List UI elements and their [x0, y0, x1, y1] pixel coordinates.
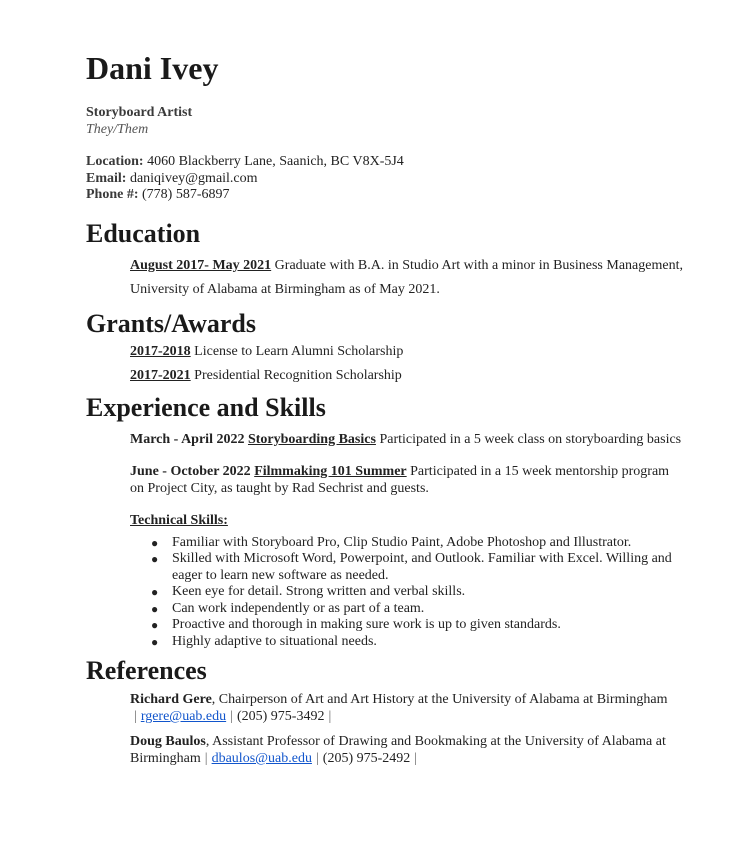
skill-item: ● Highly adaptive to situational needs. [151, 633, 377, 649]
skill-item: ● Familiar with Storyboard Pro, Clip Studio Paint, Adobe Photoshop and Illustrator. [151, 534, 632, 550]
pronouns: They/Them [86, 122, 149, 137]
experience-item: March - April 2022 Storyboarding Basics Participated in a 5 week class on storyboarding basics [130, 431, 682, 447]
contact-block [86, 154, 686, 204]
job-title: Storyboard Artist [86, 105, 193, 120]
education-entry [130, 254, 686, 302]
name-heading: Dani Ivey [86, 50, 219, 86]
grants-heading: Grants/Awards [86, 308, 256, 338]
grant-item: 2017-2018 License to Learn Alumni Scholarship [130, 343, 404, 359]
skill-item: ● Proactive and thorough in making sure work is up to given standards. [151, 617, 561, 632]
contact-phone: Phone #: (778) 587-6897 [86, 187, 230, 202]
references-list [130, 691, 686, 767]
education-text: Graduate with B.A. in Studio Art with a minor in Business Management, University of Alabama at Birmingham as of May 2021. [130, 257, 683, 297]
reference-item: Doug Baulos, Assistant Professor of Drawing and Bookmaking at the University of Alabama at Birmingham | dbaulos@uab.edu | (205) 975-2492 | [130, 734, 666, 766]
education-heading: Education [86, 218, 201, 248]
reference-email-link[interactable]: dbaulos@uab.edu [211, 751, 312, 766]
technical-skills-heading: Technical Skills: [130, 513, 228, 528]
grant-item: 2017-2021 Presidential Recognition Scholarship [130, 367, 402, 383]
reference-item: Richard Gere, Chairperson of Art and Art History at the University of Alabama at Birmingham | rgere@uab.edu | (205) 975-3492 | [130, 692, 668, 724]
experience-list [130, 432, 686, 651]
resume-page [86, 48, 686, 767]
skills-list [130, 535, 686, 651]
skill-item: ● Skilled with Microsoft Word, Powerpoint, and Outlook. Familiar with Excel. Willing and eager to learn new software as needed. [151, 551, 672, 583]
skill-item: ● Can work independently or as part of a team. [151, 600, 425, 616]
references-heading: References [86, 656, 207, 685]
contact-email: Email: daniqivey@gmail.com [86, 170, 258, 186]
skill-item: ● Keen eye for detail. Strong written and verbal skills. [151, 584, 466, 599]
education-date: August 2017- May 2021 [130, 257, 272, 273]
contact-location: Location: 4060 Blackberry Lane, Saanich, BC V8X-5J4 [86, 154, 404, 169]
reference-email-link[interactable]: rgere@uab.edu [140, 709, 227, 724]
grants-list [130, 340, 686, 388]
experience-heading: Experience and Skills [86, 392, 326, 422]
experience-item: June - October 2022 Filmmaking 101 Summer Participated in a 15 week mentorship program on Project City, as taught by Rad Sechrist and guests. [130, 464, 670, 496]
